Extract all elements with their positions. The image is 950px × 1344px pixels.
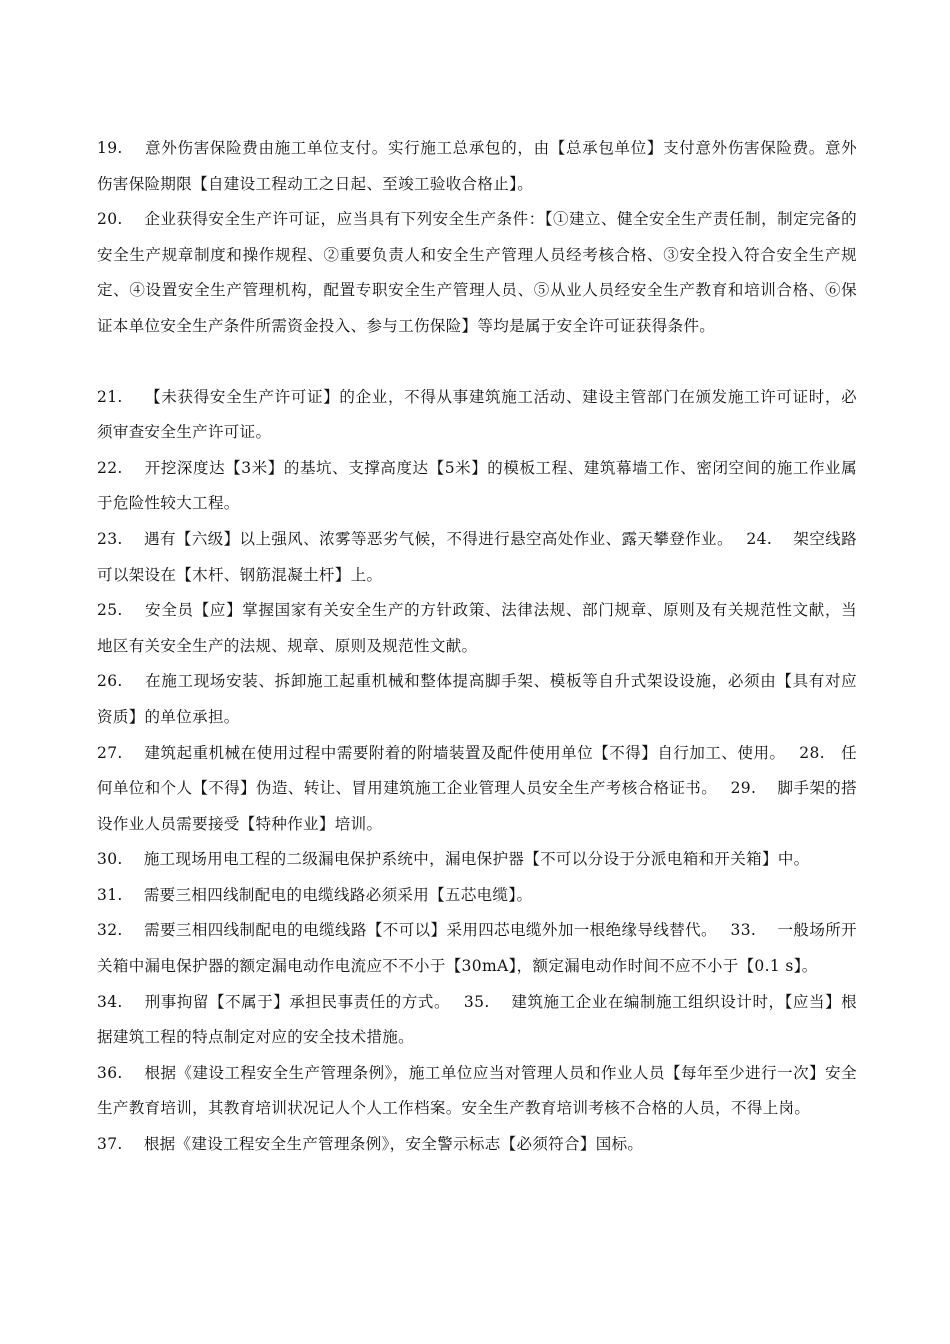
item-text: 遇有【六级】以上强风、浓雾等恶劣气候，不得进行悬空高处作业、露天攀登作业。 24. 架空线路可以架设在【木杆、钢筋混凝土杆】上。 [97,529,858,584]
item-text: 施工现场用电工程的二级漏电保护系统中，漏电保护器【不可以分设于分派电箱和开关箱】中。 [143,850,810,869]
item-text: 建筑起重机械在使用过程中需要附着的附墙装置及配件使用单位【不得】自行加工、使用。 28. 任何单位和个人【不得】伪造、转让、冒用建筑施工企业管理人员安全生产考核合格证书。 29. 脚手架的搭设作业人员需要接受【特种作业】培训。 [97,743,858,833]
list-item [97,522,857,593]
item-text: 根据《建设工程安全生产管理条例》，安全警示标志【必须符合】国标。 [143,1135,644,1154]
list-item [97,451,857,522]
item-number: 26. [97,672,123,691]
list-item [97,1056,857,1127]
list-item [97,380,857,451]
list-item [97,1127,857,1163]
list-item [97,913,857,984]
item-number: 25. [97,601,123,620]
item-text: 开挖深度达【3米】的基坑、支撑高度达【5米】的模板工程、建筑幕墙工作、密闭空间的施工作业属于危险性较大工程。 [97,458,857,513]
list-item [97,842,857,878]
list-item [97,736,857,843]
item-text: 安全员【应】掌握国家有关安全生产的方针政策、法律法规、部门规章、原则及有关规范性文献，当地区有关安全生产的法规、规章、原则及规范性文献。 [97,601,857,655]
item-text: 需要三相四线制配电的电缆线路【不可以】采用四芯电缆外加一根绝缘导线替代。 33. 一般场所开关箱中漏电保护器的额定漏电动作电流应不不小于【30mA】，额定漏电动作时间不应不小于【0.1 s】。 [97,921,858,976]
item-text: 在施工现场安装、拆卸施工起重机械和整体提高脚手架、模板等自升式架设设施，必须由【具有对应资质】的单位承担。 [97,672,857,726]
item-number: 31. [97,885,123,904]
list-item [97,202,857,344]
item-number: 36. [97,1063,123,1082]
item-number: 34. [97,992,123,1011]
item-number: 20. [97,210,123,229]
list-item [97,131,857,202]
item-text: 意外伤害保险费由施工单位支付。实行施工总承包的，由【总承包单位】支付意外伤害保险费。意外伤害保险期限【自建设工程动工之日起、至竣工验收合格止】。 [97,139,857,193]
list-item [97,593,857,664]
item-text: 企业获得安全生产许可证，应当具有下列安全生产条件：【①建立、健全安全生产责任制，制定完备的安全生产规章制度和操作规程、②重要负责人和安全生产管理人员经考核合格、③安全投入符合安全生产规定、④设置安全生产管理机构，配置专职安全生产管理人员、⑤从业人员经安全生产教育和培训合格、⑥保证本单位安全生产条件所需资金投入、参与工伤保险】等均是属于安全许可证获得条件。 [97,210,857,335]
item-number: 19. [97,139,123,157]
item-text: 刑事拘留【不属于】承担民事责任的方式。 35. 建筑施工企业在编制施工组织设计时，【应当】根据建筑工程的特点制定对应的安全技术措施。 [97,992,857,1047]
item-number: 27. [97,743,123,762]
item-text: 需要三相四线制配电的电缆线路必须采用【五芯电缆】。 [143,885,533,904]
item-text: 根据《建设工程安全生产管理条例》，施工单位应当对管理人员和作业人员【每年至少进行一次】安全生产教育培训，其教育培训状况记人个人工作档案。安全生产教育培训考核不合格的人员，不得上岗。 [97,1063,857,1118]
paragraph-gap [97,345,857,380]
item-number: 21. [97,387,123,406]
item-number: 32. [97,921,123,940]
page-content [97,131,857,1163]
item-number: 30. [97,850,123,869]
item-number: 37. [97,1135,123,1154]
list-item [97,985,857,1056]
item-text: 【未获得安全生产许可证】的企业，不得从事建筑施工活动、建设主管部门在颁发施工许可证时，必须审查安全生产许可证。 [97,387,857,442]
item-number: 23. [97,529,123,548]
list-item [97,878,857,914]
list-item [97,664,857,735]
item-number: 22. [97,458,123,477]
